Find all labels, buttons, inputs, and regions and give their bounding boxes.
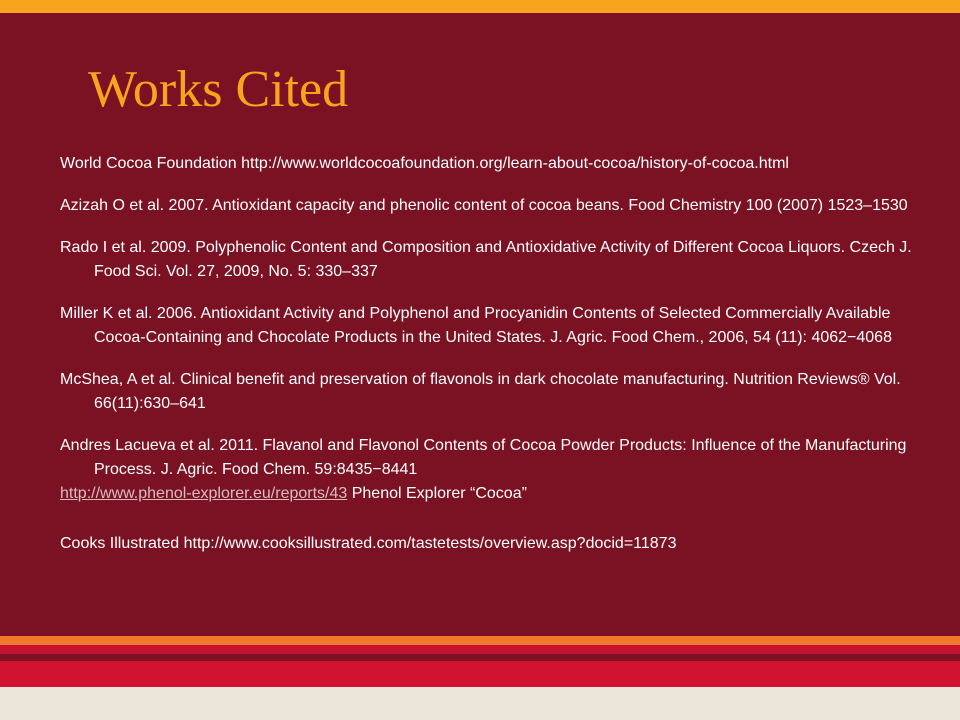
band-stripe-red-wide (0, 661, 960, 687)
band-stripe-maroon (0, 654, 960, 661)
band-stripe-red-thin (0, 645, 960, 654)
top-accent-bar (0, 0, 960, 13)
reference-azizah: Azizah O et al. 2007. Antioxidant capacity and phenolic content of cocoa beans. Food Chemistry 100 (2007) 1523–1530 (60, 197, 908, 214)
slide-title: Works Cited (88, 61, 349, 118)
references-list (60, 152, 930, 574)
reference-mcshea: McShea, A et al. Clinical benefit and preservation of flavonols in dark chocolate manufacturing. Nutrition Reviews® Vol. 66(11):630–641 (60, 371, 901, 412)
phenol-explorer-suffix: Phenol Explorer “Cocoa” (347, 485, 527, 502)
bottom-decorative-band (0, 636, 960, 720)
reference-rado: Rado I et al. 2009. Polyphenolic Content and Composition and Antioxidative Activity of Different Cocoa Liquors. Czech J. Food Sci. Vol. 27, 2009, No. 5: 330–337 (60, 239, 912, 280)
reference-phenol-explorer (60, 482, 930, 506)
reference-world-cocoa-foundation: World Cocoa Foundation http://www.worldcocoafoundation.org/learn-about-cocoa/history-of-cocoa.html (60, 155, 789, 172)
reference-cooks-illustrated: Cooks Illustrated http://www.cooksillustrated.com/tastetests/overview.asp?docid=11873 (60, 535, 677, 552)
band-stripe-orange (0, 636, 960, 645)
band-stripe-cream (0, 687, 960, 720)
reference-miller: Miller K et al. 2006. Antioxidant Activity and Polyphenol and Procyanidin Contents of Selected Commercially Available Cocoa-Containing and Chocolate Products in the United States. J. Agric. Food Chem., 2006, 54 (11): 4062−4068 (60, 305, 892, 346)
reference-andres-lacueva: Andres Lacueva et al. 2011. Flavanol and Flavonol Contents of Cocoa Powder Products: Influence of the Manufacturing Process. J. Agric. Food Chem. 59:8435−8441 (60, 437, 907, 478)
phenol-explorer-link[interactable]: http://www.phenol-explorer.eu/reports/43 (60, 485, 348, 502)
